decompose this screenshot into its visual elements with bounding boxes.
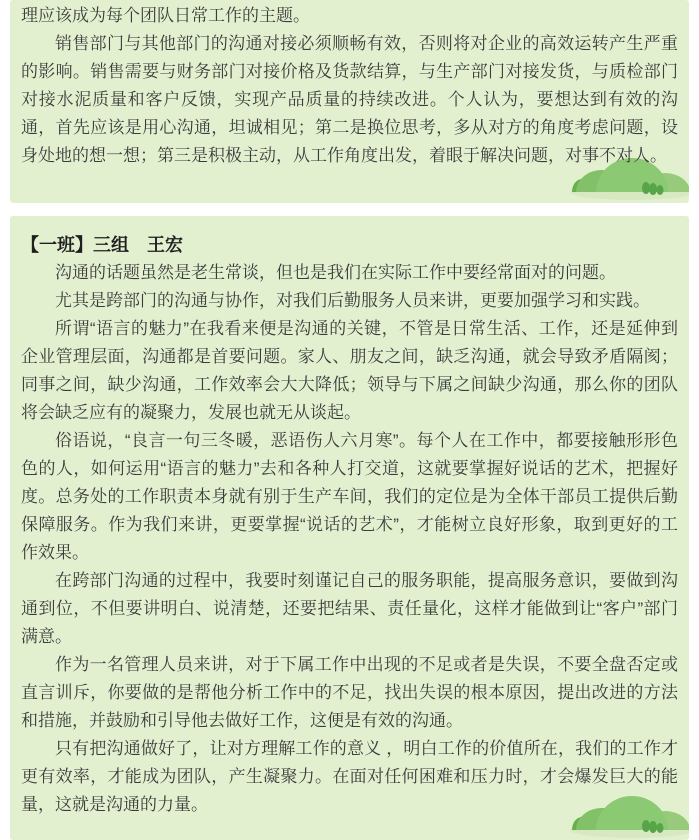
article-section-1	[10, 0, 689, 203]
paragraph: 在跨部门沟通的过程中，我要时刻谨记自己的服务职能，提高服务意识，要做到沟通到位，不但要讲明白、说清楚，还要把结果、责任量化，这样才能做到让“客户”部门满意。	[21, 571, 678, 646]
article-section-2	[10, 216, 689, 840]
paragraph: 销售部门与其他部门的沟通对接必须顺畅有效，否则将对企业的高效运转产生严重的影响。销售需要与财务部门对接价格及货款结算，与生产部门对接发货，与质检部门对接水泥质量和客户反馈，实现产品质量的持续改进。个人认为，要想达到有效的沟通，首先应该是用心沟通，坦诚相见；第二是换位思考，多从对方的角度考虑问题，设身处地的想一想；第三是积极主动，从工作角度出发，着眼于解决问题，对事不对人。	[21, 34, 678, 165]
paragraph: 所谓“语言的魅力”在我看来便是沟通的关键，不管是日常生活、工作，还是延伸到企业管理层面，沟通都是首要问题。家人、朋友之间，缺乏沟通，就会导致矛盾隔阂；同事之间，缺少沟通，工作效率会大大降低；领导与下属之间缺少沟通，那么你的团队将会缺乏应有的凝聚力，发展也就无从谈起。	[21, 319, 678, 422]
paragraph: 沟通的话题虽然是老生常谈，但也是我们在实际工作中要经常面对的问题。	[55, 263, 616, 282]
paragraph: 作为一名管理人员来讲，对于下属工作中出现的不足或者是失误，不要全盘否定或直言训斥，你要做的是帮他分析工作中的不足，找出失误的根本原因，提出改进的方法和措施，并鼓励和引导他去做好工作，这便是有效的沟通。	[21, 655, 678, 730]
paragraph: 俗语说，“良言一句三冬暖，恶语伤人六月寒”。每个人在工作中，都要接触形形色色的人，如何运用“语言的魅力”去和各种人打交道，这就要掌握好说话的艺术，把握好度。总务处的工作职责本身就有别于生产车间，我们的定位是为全体干部员工提供后勤保障服务。作为我们来讲，更要掌握“说话的艺术”，才能树立良好形象，取到更好的工作效果。	[21, 431, 678, 562]
paragraph-continuation: 理应该成为每个团队日常工作的主题。	[21, 6, 310, 25]
paragraph: 只有把沟通做好了，让对方理解工作的意义 ，明白工作的价值所在，我们的工作才更有效率，才能成为团队，产生凝聚力。在面对任何困难和压力时，才会爆发巨大的能量，这就是沟通的力量。	[21, 739, 678, 814]
author-byline-heading: 【一班】三组 王宏	[21, 235, 183, 255]
paragraph: 尤其是跨部门的沟通与协作，对我们后勤服务人员来讲，更要加强学习和实践。	[55, 291, 650, 310]
